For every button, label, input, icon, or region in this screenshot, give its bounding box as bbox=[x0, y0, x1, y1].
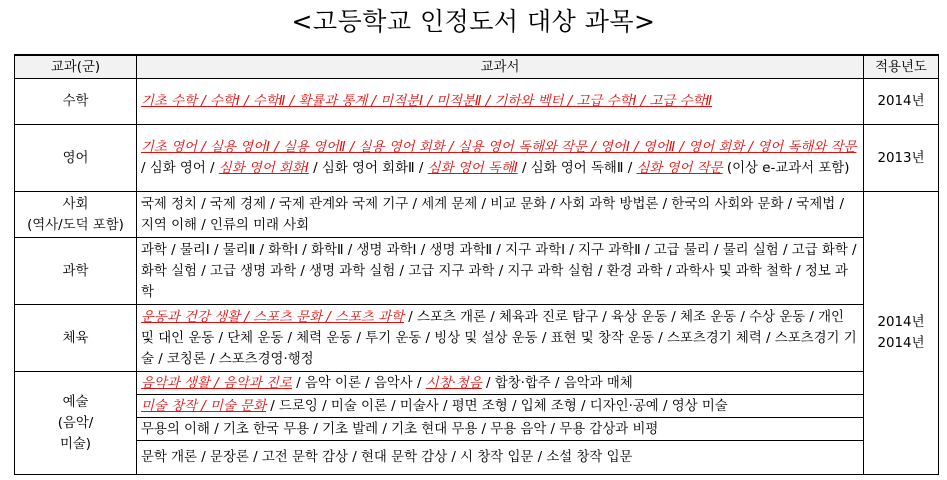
year-english: 2013년 bbox=[864, 125, 939, 192]
highlighted-book-text: 기초 수학 / 수학Ⅰ / 수학Ⅱ / 확률과 통계 / 미적분Ⅰ / 미적분Ⅱ / 기하와 벡터 / 고급 수학Ⅰ / 고급 수학Ⅱ bbox=[141, 94, 713, 109]
book-text: 문학 개론 / 문장론 / 고전 문학 감상 / 현대 문학 감상 / 시 창작 입문 / 소설 창작 입문 bbox=[141, 450, 633, 465]
row-science bbox=[15, 238, 939, 305]
row-arts-dance bbox=[15, 418, 939, 441]
year-math: 2014년 bbox=[864, 79, 939, 125]
book-text: / 심화 영어 회화Ⅱ / bbox=[308, 161, 428, 176]
books-pe bbox=[137, 305, 864, 372]
highlighted-book-text: 미술 창작 / 미술 문화 bbox=[141, 398, 267, 414]
book-text: / 심화 영어 독해Ⅱ / bbox=[517, 161, 637, 176]
book-text: / 스포츠 개론 / 체육과 진로 탐구 / 육상 운동 / 체조 운동 / 수상 운동 / 개인 및 대인 운동 / 단체 운동 / 체력 운동 / 투기 운동 / 빙상 및 설상 운동 / 표현 및 창작 운동 / 스포츠경기 체력 / 스포츠경기 기술 / 코칭론 / 스포츠경영·행정 bbox=[141, 309, 857, 367]
highlighted-book-text: 음악과 생활 / 음악과 진로 bbox=[141, 375, 292, 391]
year-merged-2: 2014년 bbox=[877, 336, 925, 351]
book-text: 과학 / 물리Ⅰ / 물리Ⅱ / 화학Ⅰ / 화학Ⅱ / 생명 과학Ⅰ / 생명 과학Ⅱ / 지구 과학Ⅰ / 지구 과학Ⅱ / 고급 물리 / 물리 실험 / 고급 화학 / 화학 실험 / 고급 생명 과학 / 생명 과학 실험 / 고급 지구 과학 / 지구 과학 실험 / 환경 과학 / 과학사 및 과학 철학 / 정보 과학 bbox=[141, 242, 857, 300]
books-science bbox=[137, 238, 864, 305]
highlighted-book-text: 기초 영어 / 실용 영어Ⅰ / 실용 영어Ⅱ / 실용 영어 회화 / 실용 영어 독해와 작문 / 영어Ⅰ / 영어Ⅱ / 영어 회화 / 영어 독해와 작문 bbox=[141, 140, 857, 155]
subject-science: 과학 bbox=[15, 238, 137, 305]
book-text: / 음악 이론 / 음악사 / bbox=[291, 375, 426, 391]
subject-math: 수학 bbox=[15, 79, 137, 125]
row-pe bbox=[15, 305, 939, 372]
row-arts-music bbox=[15, 372, 939, 395]
table-header-row bbox=[15, 55, 939, 79]
year-merged-1: 2014년 bbox=[877, 315, 925, 330]
highlighted-book-text: 심화 영어 작문 bbox=[636, 161, 723, 176]
book-text: / 심화 영어 / bbox=[141, 161, 219, 176]
header-subject: 교과(군) bbox=[15, 55, 137, 79]
highlighted-book-text: 심화 영어 회화Ⅰ bbox=[218, 161, 309, 176]
row-english bbox=[15, 125, 939, 192]
book-text: / 드로잉 / 미술 이론 / 미술사 / 평면 조형 / 입체 조형 / 디자인·공예 / 영상 미술 bbox=[266, 398, 728, 414]
books-fine-art bbox=[137, 395, 864, 418]
row-math bbox=[15, 79, 939, 125]
books-english bbox=[137, 125, 864, 192]
year-merged bbox=[864, 192, 939, 475]
book-text: 무용의 이해 / 기초 한국 무용 / 기초 발레 / 기초 현대 무용 / 무용 음악 / 무용 감상과 비평 bbox=[141, 421, 659, 437]
books-literature bbox=[137, 441, 864, 475]
book-text: / 합창·합주 / 음악과 매체 bbox=[481, 375, 633, 391]
books-math bbox=[137, 79, 864, 125]
subject-table bbox=[14, 54, 939, 475]
highlighted-book-text: 심화 영어 독해Ⅰ bbox=[427, 161, 518, 176]
book-text: (이상 e-교과서 포함) bbox=[722, 161, 850, 176]
books-social bbox=[137, 192, 864, 238]
subject-social: 사회 (역사/도덕 포함) bbox=[15, 192, 137, 238]
books-music bbox=[137, 372, 864, 395]
highlighted-book-text: 시창·청음 bbox=[425, 375, 482, 391]
book-text: 국제 정치 / 국제 경제 / 국제 관계와 국제 기구 / 세계 문제 / 비교 문화 / 사회 과학 방법론 / 한국의 사회와 문화 / 국제법 / 지역 이해 / 인류의 미래 사회 bbox=[141, 196, 844, 233]
books-dance bbox=[137, 418, 864, 441]
subject-pe: 체육 bbox=[15, 305, 137, 372]
page-title: <고등학교 인정도서 대상 과목> bbox=[291, 7, 656, 36]
header-books: 교과서 bbox=[137, 55, 864, 79]
row-social bbox=[15, 192, 939, 238]
subject-arts: 예술 (음악/ 미술) bbox=[15, 372, 137, 475]
subject-english: 영어 bbox=[15, 125, 137, 192]
header-year: 적용년도 bbox=[864, 55, 939, 79]
row-arts-fine bbox=[15, 395, 939, 418]
row-arts-literature bbox=[15, 441, 939, 475]
highlighted-book-text: 운동과 건강 생활 / 스포츠 문화 / 스포츠 과학 bbox=[141, 309, 404, 325]
